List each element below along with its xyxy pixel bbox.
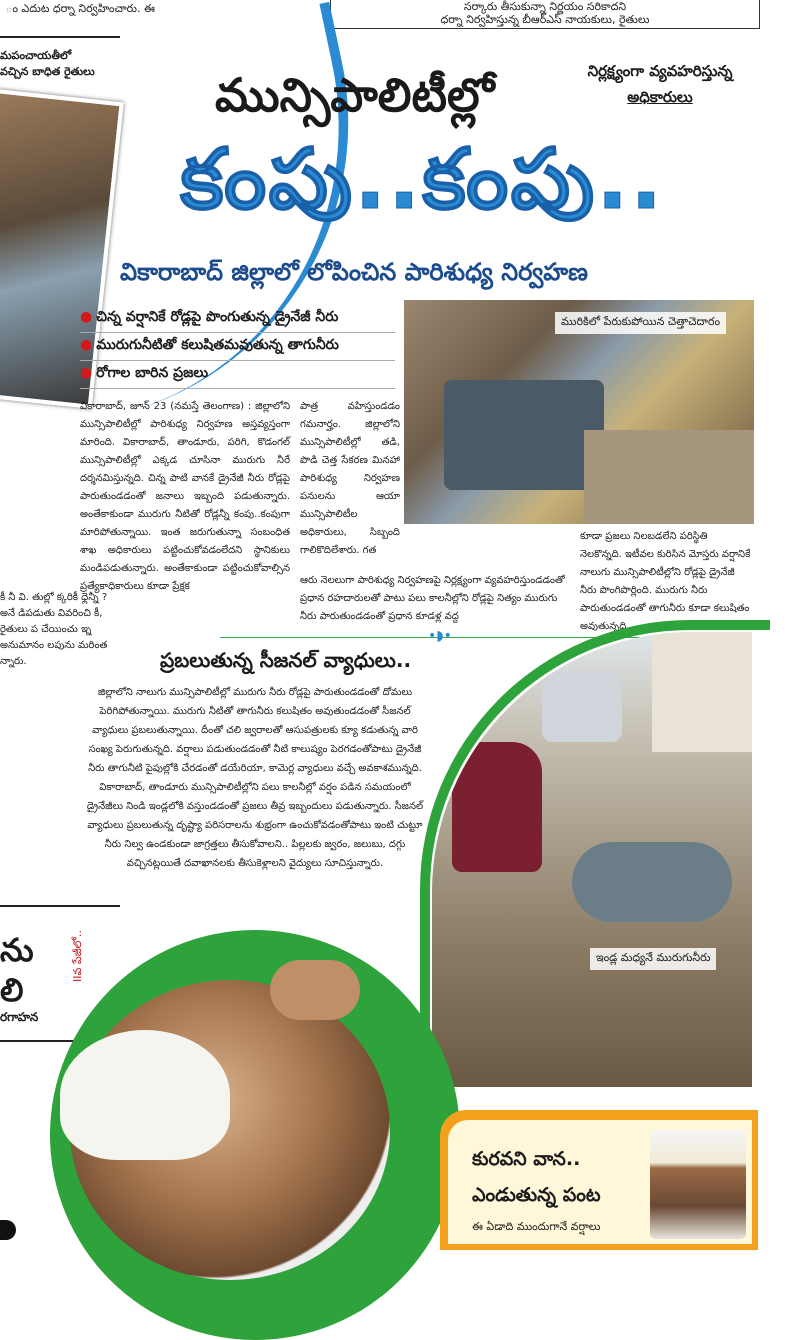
- neglect-tagline: [560, 58, 760, 110]
- page-edge-marker: [0, 1220, 16, 1240]
- bullet-text: చిన్న వర్షానికే రోడ్లపై పొంగుతున్న డ్రైనేజీ నీరు: [96, 309, 339, 325]
- farmer-hand: [270, 960, 360, 1020]
- drain-water: [444, 380, 604, 490]
- top-left-rule: [0, 36, 120, 38]
- seasonal-title: ప్రబలుతున్న సీజనల్ వ్యాధులు..: [160, 648, 412, 672]
- bullet-dot-icon: ●: [80, 365, 93, 381]
- subheadline: వికారాబాద్ జిల్లాలో లోపించిన పారిశుధ్య నిర్వహణ: [120, 258, 588, 286]
- top-right-snippet: [330, 0, 760, 29]
- highlight-bullets: [80, 305, 395, 389]
- left-bottom-text: రగాహన: [0, 1010, 39, 1024]
- neglect-line-2: అధికారులు: [627, 88, 693, 106]
- farmer-turban: [60, 1030, 230, 1160]
- drought-text: ఈ ఏడాది ముందుగానే వర్షాలు: [472, 1220, 601, 1233]
- drain-stone: [584, 430, 754, 524]
- left-column-text: కీ నీ వి. తుల్లో క్కరికీ ధ్లెన్నీ ? అనే డిపడుతు వివరించి కీ, రైతులు ప చేయించు ఇ్న అనుమానం లపును మరింత న్నారు.: [0, 592, 108, 667]
- left-big-line-1: ను: [0, 931, 34, 969]
- left-big-teaser: [0, 930, 60, 1010]
- headline-kicker: మున్సిపాలిటీల్లో: [215, 68, 495, 122]
- neglect-line-1: నిర్లక్ష్యంగా వ్యవహరిస్తున్న: [587, 62, 733, 80]
- drain-photo-caption: మురికిలో పేరుకుపోయిన చెత్తాచెదారం: [555, 312, 726, 334]
- top-left-snippet: ం ఎదుట ధర్నా నిర్వహించారు. ఈ: [6, 2, 155, 15]
- bullet-item: [80, 305, 395, 333]
- road-photo-caption: ఇండ్ల మధ్యనే మురుగునీరు: [590, 948, 716, 970]
- seasonal-text: జిల్లాలోని నాలుగు మున్సిపాలిటీల్లో మురుగు నీరు రోడ్లపై పారుతుండడంతో దోమలు పెరిగిపోతున్నాయి. మురుగు నీటితో తాగునీరు కలుషితం అవుతుండడంతో సీజనల్ వ్యాధులు ప్రబలుతున్నాయి. దీంతో చలి జ్వరాలతో ఆసుపత్రులకు క్యూ కడుతున్న వారి సంఖ్య పెరుగుతున్నది. వర్షాలు పడుతుండడంతో నీటి కాలుష్యం పెరగడంతోపాటు డ్రైనేజీ నీరు తాగునీటి పైపుల్లోకి చేరడంతో డయేరియా, కామెర్ల వ్యాధులు వచ్చే అవకాశమున్నది. వికారాబాద్, తాండూరు మున్సిపాలిటీల్లోని పలు కాలనీల్లో వర్షం పడిన సమయంలో డ్రైనేజీలు నిండి ఇండ్లలోకి వస్తుండడంతో ప్రజలు తీవ్ర ఇబ్బందులు పడుతున్నారు. సీజనల్ వ్యాధులు ప్రబలుతున్న దృష్ట్యా పరిసరాలను శుభ్రంగా ఉంచుకోవడంతోపాటు ఇంటి చుట్టూ నీరు నిల్వ ఉండకుండా జాగ్రత్తలు తీసుకోవాలని.. పిల్లలకు జ్వరం, జలుబు, దగ్గు వచ్చినట్లయితే దవాఖానలకు తీసుకెళ్లాలని వైద్యులు సూచిస్తున్నారు.: [86, 687, 424, 869]
- left-rule: [0, 905, 120, 907]
- green-arc-decoration: [420, 620, 770, 1100]
- bullet-dot-icon: ●: [80, 337, 93, 353]
- top-right-line-2: ధర్నా నిర్వహిస్తున్న బీఆర్‌ఎస్‌ నాయకులు, రైతులు: [440, 13, 650, 26]
- top-right-line-1: సర్కారు తీసుకున్నా నిర్ణయం సరికాదని: [463, 0, 627, 13]
- drought-title-2: ఎండుతున్న పంట: [472, 1184, 601, 1206]
- left-side-label: IIవ పేజీలో..: [71, 930, 84, 982]
- left-caption-line-2: వచ్చిన బాధిత రైతులు: [0, 65, 95, 78]
- left-caption-line-1: మపంచాయతీలో: [0, 49, 72, 62]
- left-big-line-2: లి: [0, 971, 24, 1009]
- bullet-text: మురుగునీటితో కలుషితమవుతున్న తాగునీరు: [96, 337, 339, 353]
- main-headline: కంపు..కంపు..: [180, 130, 665, 228]
- article-column-2: పాత్ర వహిస్తుండడం గమనార్హం. జిల్లాలోని మున్సిపాలిటీల్లో తడి, పొడి చెత్త సేకరణ మినహా పారిశుధ్య నిర్వహణ పనులను ఆయా మున్సిపాలిటీల అధికారులు, సిబ్బంది గాలికొదిలేశారు. గత: [300, 401, 400, 556]
- article-column-1: వికారాబాద్, జూన్ 23 (నమస్తే తెలంగాణ) : జిల్లాలోని మున్సిపాలిటీల్లో పారిశుధ్య నిర్వహణ అస్తవ్యస్తంగా మారింది. వికారాబాద్, తాండూరు, పరిగి, కొడంగల్ మున్సిపాలిటీల్లో ఎక్కడ చూసినా మురుగు నీరే దర్శనమిస్తున్నది. చిన్న పాటి వానకే డ్రైనేజీ నీరు రోడ్లపై పారుతుండడంతో జనాలు ఇబ్బంది పడుతున్నారు. అంతేకాకుండా మురుగు నీటితో రోడ్లన్నీ కంపు..కంపుగా మారిపోతున్నాయి. ఇంత జరుగుతున్నా సంబంధిత శాఖ అధికారులు పట్టించుకోవడంలేదని స్థానికులు మండిపడుతున్నారు. అంతేకాకుండా పట్టించుకోవాల్సిన ప్రత్యేకాధికారులు కూడా ప్రేక్షక: [80, 401, 290, 592]
- bullet-item: [80, 361, 395, 389]
- article-column-wide: ఆరు నెలలుగా పారిశుధ్య నిర్వహణపై నిర్లక్ష్యంగా వ్యవహరిస్తుండడంతో ప్రధాన రహదారులతో పాటు పలు కాలనీల్లోని రోడ్లపై నిత్యం మురుగు నీరు పారుతుండడంతో ప్రధాన కూడళ్ల వద్ద: [300, 575, 565, 622]
- bullet-item: [80, 333, 395, 361]
- drought-title-1: కురవని వాన..: [472, 1148, 581, 1170]
- drought-farmer-photo: [650, 1130, 746, 1239]
- bullet-dot-icon: ●: [80, 309, 93, 325]
- divider-ornament-icon: •◗•: [428, 628, 452, 644]
- article-column-right: కూడా ప్రజలు నిలబడలేని పరిస్థితి నెలకొన్నది. ఇటీవల కురిసిన మోస్తరు వర్షానికే నాలుగు మున్సిపాలిటీల్లోని రోడ్లపై డ్రైనేజీ నీరు పొంగిపొర్లింది. మురుగు నీరు పారుతుండడంతో తాగునీరు కూడా కలుషితం అవుతున్నది.: [580, 531, 751, 632]
- bullet-text: రోగాల బారిన ప్రజలు: [96, 365, 209, 381]
